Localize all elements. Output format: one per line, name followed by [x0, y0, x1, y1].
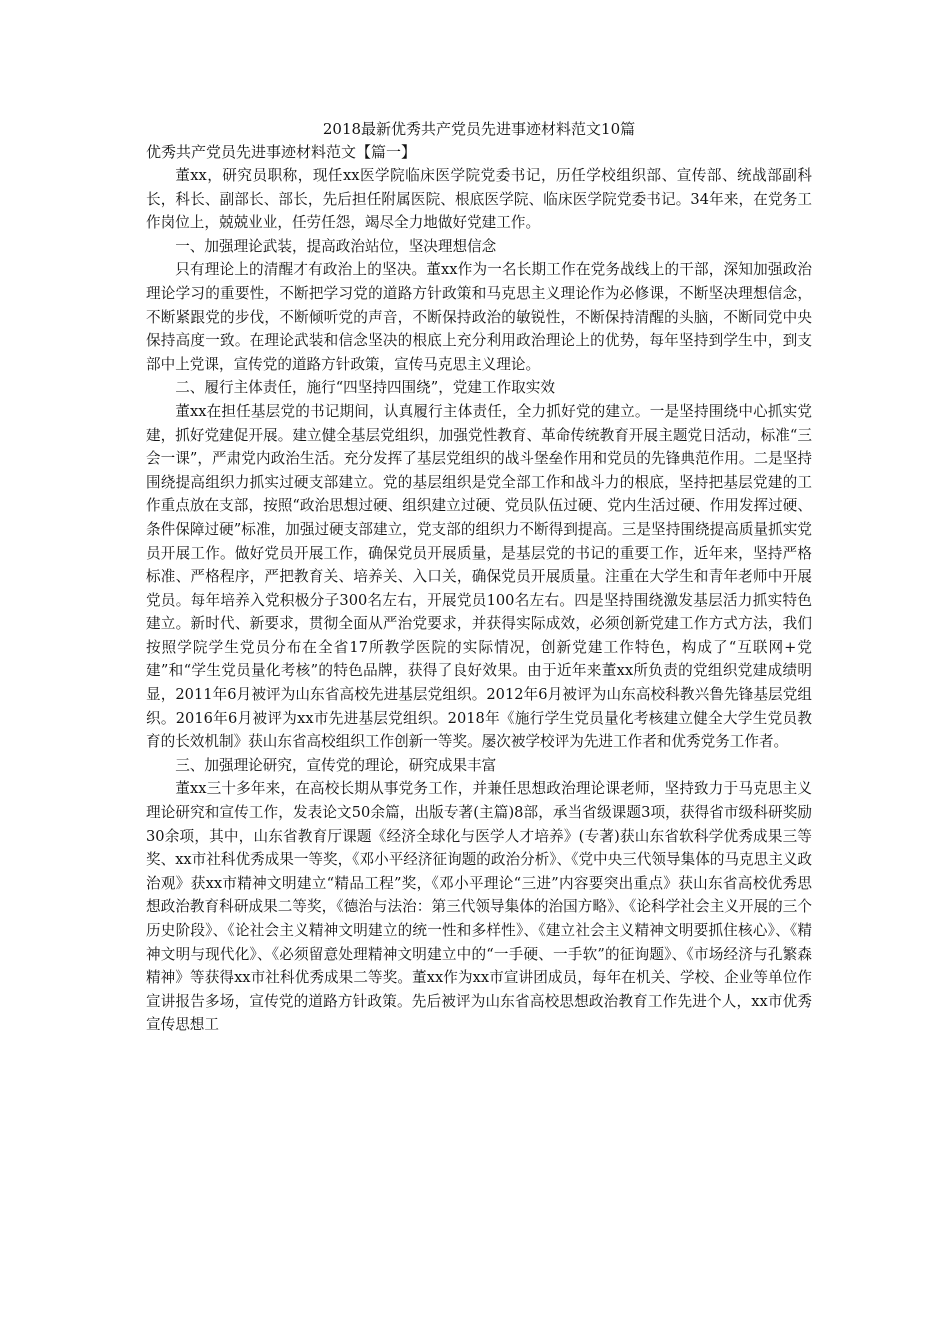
- paragraph-section-1: 只有理论上的清醒才有政治上的坚决。董xx作为一名长期工作在党务战线上的干部，深知加强政治理论学习的重要性，不断把学习党的道路方针政策和马克思主义理论作为必修课，不断坚决理想信念，不断紧跟党的步伐，不断倾听党的声音，不断保持政治的敏锐性，不断保持清醒的头脑，不断同党中央保持高度一致。在理论武装和信念坚决的根底上充分利用政治理论上的优势，每年坚持到学生中，到支部中上党课，宣传党的道路方针政策，宣传马克思主义理论。: [146, 261, 812, 373]
- paragraph-section-3: 董xx三十多年来，在高校长期从事党务工作，并兼任思想政治理论课老师，坚持致力于马克思主义理论研究和宣传工作，发表论文50余篇，出版专著(主篇)8部，承当省级课题3项，获得省市级科研奖励30余项，其中，山东省教育厅课题《经济全球化与医学人才培养》(专著)获山东省软科学优秀成果三等奖、xx市社科优秀成果一等奖，《邓小平经济征询题的政治分析》、《党中央三代领导集体的马克思主义政治观》获xx市精神文明建立“精品工程”奖，《邓小平理论“三进”内容要突出重点》获山东省高校优秀思想政治教育科研成果二等奖，《德治与法治：第三代领导集体的治国方略》、《论科学社会主义开展的三个历史阶段》、《论社会主义精神文明建立的统一性和多样性》、《建立社会主义精神文明要抓住核心》、《精神文明与现代化》、《必须留意处理精神文明建立中的“一手硬、一手软”的征询题》、《市场经济与孔繁森精神》等获得xx市社科优秀成果二等奖。董xx作为xx市宣讲团成员，每年在机关、学校、企业等单位作宣讲报告多场，宣传党的道路方针政策。先后被评为山东省高校思想政治教育工作先进个人，xx市优秀宣传思想工: [146, 780, 812, 1034]
- paragraph-section-2: 董xx在担任基层党的书记期间，认真履行主体责任，全力抓好党的建立。一是坚持围绕中心抓实党建，抓好党建促开展。建立健全基层党组织，加强党性教育、革命传统教育开展主题党日活动，标准“三会一课”，严肃党内政治生活。充分发挥了基层党组织的战斗堡垒作用和党员的先锋典范作用。二是坚持围绕提高组织力抓实过硬支部建立。党的基层组织是党全部工作和战斗力的根底，坚持把基层党建的工作重点放在支部，按照“政治思想过硬、组织建立过硬、党员队伍过硬、党内生活过硬、作用发挥过硬、条件保障过硬”标准，加强过硬支部建立，党支部的组织力不断得到提高。三是坚持围绕提高质量抓实党员开展工作。做好党员开展工作，确保党员开展质量，是基层党的书记的重要工作，近年来，坚持严格标准、严格程序，严把教育关、培养关、入口关，确保党员开展质量。注重在大学生和青年老师中开展党员。每年培养入党积极分子300名左右，开展党员100名左右。四是坚持围绕激发基层活力抓实特色建立。新时代、新要求，贯彻全面从严治党要求，并获得实际成效，必须创新党建工作方式方法，我们按照学院学生党员分布在全省17所教学医院的实际情况，创新党建工作特色，构成了“互联网+党建”和“学生党员量化考核”的特色品牌，获得了良好效果。由于近年来董xx所负责的党组织党建成绩明显，2011年6月被评为山东省高校先进基层党组织。2012年6月被评为山东高校科教兴鲁先锋基层党组织。2016年6月被评为xx市先进基层党组织。2018年《施行学生党员量化考核建立健全大学生党员教育的长效机制》获山东省高校组织工作创新一等奖。屡次被学校评为先进工作者和优秀党务工作者。: [146, 402, 812, 751]
- section-heading-3: 三、加强理论研究，宣传党的理论，研究成果丰富: [175, 756, 497, 774]
- document-page: [146, 118, 812, 1037]
- section-heading-1: 一、加强理论武装，提高政治站位，坚决理想信念: [175, 237, 497, 255]
- document-subtitle: 优秀共产党员先进事迹材料范文【篇一】: [146, 143, 417, 161]
- document-title: 2018最新优秀共产党员先进事迹材料范文10篇: [322, 120, 636, 138]
- paragraph-intro: 董xx，研究员职称，现任xx医学院临床医学院党委书记，历任学校组织部、宣传部、统战部副科长，科长、副部长、部长，先后担任附属医院、根底医学院、临床医学院党委书记。34年来，在党务工作岗位上，兢兢业业，任劳任怨，竭尽全力地做好党建工作。: [146, 167, 812, 232]
- section-heading-2: 二、履行主体责任，施行“四坚持四围绕”，党建工作取实效: [175, 379, 555, 397]
